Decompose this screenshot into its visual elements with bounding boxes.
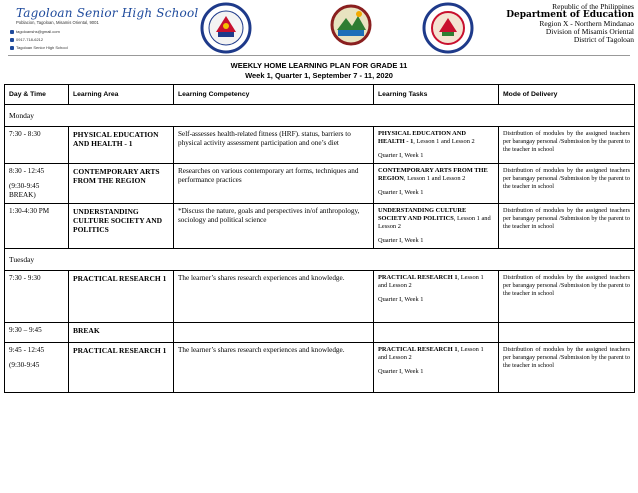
time-text: 8:30 - 12:45 [9,167,45,175]
mode-cell [499,323,635,343]
school-address: Poblacion, Tagoloan, Misamis Oriental, 9001 [16,20,99,25]
table-row [5,204,635,249]
task-cell [374,127,499,164]
senior-high-seal-icon [422,2,474,54]
task-cell [374,204,499,249]
mode-text: Distribution of modules by the assigned teachers per barangay personal /Submission by the parent to the teacher in school [503,130,630,153]
learning-area-cell [69,127,174,164]
task-subject: PRACTICAL RESEARCH 1 [378,346,458,353]
time-text: 9:30 – 9:45 [9,326,42,334]
competency-text: The learner’s shares research experiences and knowledge. [178,274,345,282]
learning-area-cell [69,271,174,323]
header-divider [8,55,630,56]
dept-district: District of Tagoloan [573,35,634,45]
competency-cell [174,271,374,323]
mode-cell [499,204,635,249]
phone-text: 0917-718-6212 [16,37,44,42]
facebook-text: Tagoloan Senior High School [16,45,68,50]
mode-text: Distribution of modules by the assigned teachers per barangay personal /Submission by the parent to the teacher in school [503,207,630,230]
mode-cell [499,164,635,204]
day-row [5,249,635,271]
task-lessons: , Lesson 1 and Lesson 2 [378,346,484,361]
time-cell [5,343,69,393]
table-row [5,343,635,393]
day-label: Tuesday [5,249,635,271]
school-name: Tagoloan Senior High School [16,6,199,20]
contact-facebook [10,45,68,50]
learning-plan-table [4,84,635,393]
competency-text: Self-assesses health-related fitness (HRF). status, barriers to physical activity assessment participation and one’s diet [178,130,351,147]
time-cell [5,323,69,343]
learning-area-text: CONTEMPORARY ARTS FROM THE REGION [73,167,160,185]
task-subject: CONTEMPORARY ARTS FROM THE REGION [378,167,488,182]
learning-area-text: PHYSICAL EDUCATION AND HEALTH - 1 [73,130,159,148]
table-row [5,323,635,343]
facebook-icon [10,46,14,50]
learning-area-cell [69,204,174,249]
time-cell [5,127,69,164]
learning-area-cell [69,323,174,343]
task-lessons: , Lesson 1 and Lesson 2 [413,138,475,145]
dept-region: Region X - Northern Mindanao [539,18,634,28]
mode-cell [499,127,635,164]
time-note: (9:30-9:45 [9,361,40,369]
school-logo-icon [330,2,372,48]
dept-division: Division of Misamis Oriental [545,26,634,36]
time-text: 7:30 - 8:30 [9,130,41,138]
learning-area-text: PRACTICAL RESEARCH 1 [73,346,167,355]
learning-area-cell [69,343,174,393]
task-cell [374,343,499,393]
time-note: (9:30-9:45 BREAK) [9,182,40,199]
plan-title: WEEKLY HOME LEARNING PLAN FOR GRADE 11 [230,61,408,70]
contact-email [10,29,60,34]
learning-area-text: UNDERSTANDING CULTURE SOCIETY AND POLITICS [73,207,163,234]
phone-icon [10,38,14,42]
col-mode-of-delivery: Mode of Delivery [499,85,635,105]
letterhead [0,0,638,55]
task-lessons: , Lesson 1 and Lesson 2 [378,274,484,289]
table-row [5,164,635,204]
table-row [5,271,635,323]
task-quarter: Quarter I, Week 1 [378,152,424,159]
task-quarter: Quarter I, Week 1 [378,368,424,375]
task-quarter: Quarter I, Week 1 [378,296,424,303]
time-cell [5,271,69,323]
plan-subtitle: Week 1, Quarter 1, September 7 - 11, 2020 [245,71,393,80]
table-header-row [5,85,635,105]
mode-text: Distribution of modules by the assigned teachers per barangay personal /Submission by the parent to the teacher in school [503,274,630,297]
col-learning-area: Learning Area [69,85,174,105]
competency-text: The learner’s shares research experiences and knowledge. [178,346,345,354]
task-cell [374,164,499,204]
deped-letterhead [506,3,634,44]
contact-phone [10,37,43,42]
mode-cell [499,271,635,323]
task-subject: PHYSICAL EDUCATION AND HEALTH - 1 [378,130,466,145]
task-cell [374,323,499,343]
task-quarter: Quarter I, Week 1 [378,237,424,244]
col-day-time: Day & Time [5,85,69,105]
time-text: 9:45 - 12:45 [9,346,45,354]
competency-cell [174,127,374,164]
table-row [5,127,635,164]
learning-area-text: PRACTICAL RESEARCH 1 [73,274,167,283]
email-icon [10,30,14,34]
deped-seal-icon [200,2,252,54]
time-text: 1:30-4:30 PM [9,207,50,215]
dept-name: Department of Education [506,10,634,21]
time-text: 7:30 - 9:30 [9,274,41,282]
task-subject: UNDERSTANDING CULTURE SOCIETY AND POLITICS [378,207,467,222]
learning-area-cell [69,164,174,204]
email-text: tagoloanshs@gmail.com [16,29,60,34]
time-cell [5,204,69,249]
mode-cell [499,343,635,393]
col-learning-tasks: Learning Tasks [374,85,499,105]
task-lessons: , Lesson 1 and Lesson 2 [378,215,491,230]
task-lessons: , Lesson 1 and Lesson 2 [403,175,466,182]
task-subject: PRACTICAL RESEARCH 1 [378,274,458,281]
task-cell [374,271,499,323]
mode-text: Distribution of modules by the assigned teachers per barangay personal /Submission by the parent to the teacher in school [503,346,630,369]
learning-area-text: BREAK [73,326,100,335]
mode-text: Distribution of modules by the assigned teachers per barangay personal /Submission by the parent to the teacher in school [503,167,630,190]
competency-text: *Discuss the nature, goals and perspectives in/of anthropology, sociology and political science [178,207,360,224]
col-learning-competency: Learning Competency [174,85,374,105]
dept-republic: Republic of the Philippines [552,2,634,11]
day-row [5,105,635,127]
competency-cell [174,164,374,204]
task-quarter: Quarter I, Week 1 [378,189,424,196]
time-cell [5,164,69,204]
competency-text: Researches on various contemporary art forms, techniques and performance practices [178,167,359,184]
competency-cell [174,204,374,249]
day-label: Monday [5,105,635,127]
competency-cell [174,343,374,393]
competency-cell [174,323,374,343]
